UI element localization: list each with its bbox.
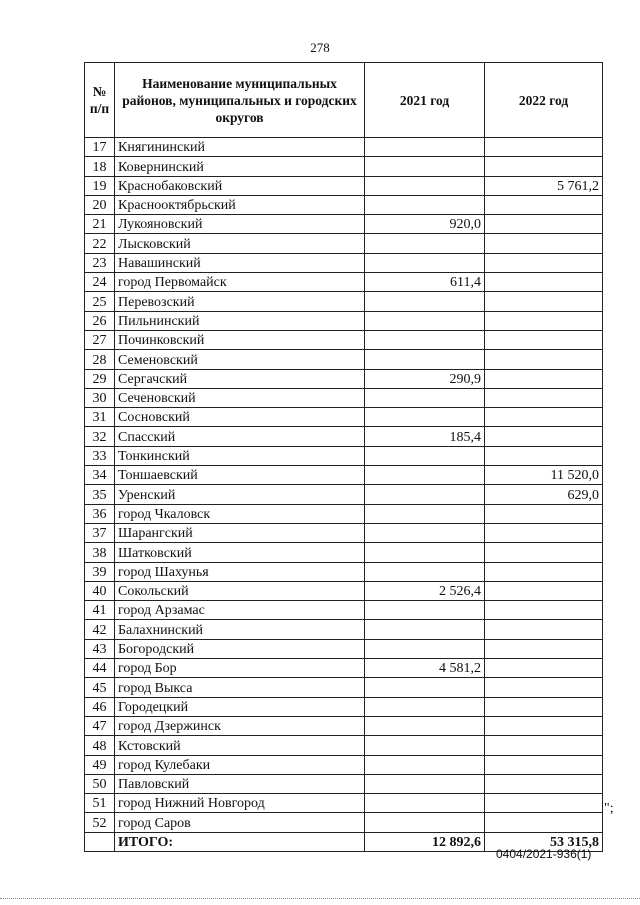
row-number: 45 — [85, 678, 115, 697]
row-value-2022 — [485, 292, 603, 311]
row-name: Сокольский — [115, 581, 365, 600]
table-row — [85, 736, 603, 755]
row-value-2022 — [485, 523, 603, 542]
row-name: город Первомайск — [115, 273, 365, 292]
row-name: Перевозский — [115, 292, 365, 311]
row-number: 32 — [85, 427, 115, 446]
page-number: 278 — [310, 40, 330, 55]
row-number: 39 — [85, 562, 115, 581]
row-number: 43 — [85, 639, 115, 658]
document-code: 0404/2021-936(1) — [496, 847, 592, 861]
table-row — [85, 311, 603, 330]
row-value-2021 — [365, 466, 485, 485]
table-row — [85, 176, 603, 195]
table-row — [85, 697, 603, 716]
row-value-2021: 611,4 — [365, 273, 485, 292]
row-value-2022 — [485, 311, 603, 330]
row-number: 37 — [85, 523, 115, 542]
row-value-2021 — [365, 138, 485, 157]
row-number: 36 — [85, 504, 115, 523]
table-row — [85, 562, 603, 581]
row-name: Шарангский — [115, 523, 365, 542]
row-value-2022 — [485, 697, 603, 716]
row-value-2022 — [485, 543, 603, 562]
row-value-2022 — [485, 350, 603, 369]
table-row — [85, 601, 603, 620]
row-value-2021 — [365, 157, 485, 176]
row-name: Уренский — [115, 485, 365, 504]
row-value-2021 — [365, 311, 485, 330]
table-row — [85, 195, 603, 214]
row-name: город Шахунья — [115, 562, 365, 581]
row-name: город Кулебаки — [115, 755, 365, 774]
row-value-2022: 5 761,2 — [485, 176, 603, 195]
row-value-2021 — [365, 292, 485, 311]
funding-table — [84, 62, 603, 852]
table-row — [85, 292, 603, 311]
row-value-2021 — [365, 543, 485, 562]
table-row — [85, 716, 603, 735]
row-value-2022 — [485, 794, 603, 813]
total-label: ИТОГО: — [115, 832, 365, 851]
row-number: 51 — [85, 794, 115, 813]
row-number: 28 — [85, 350, 115, 369]
row-value-2022 — [485, 774, 603, 793]
table-row — [85, 138, 603, 157]
row-value-2021: 920,0 — [365, 215, 485, 234]
row-value-2021 — [365, 774, 485, 793]
row-number: 41 — [85, 601, 115, 620]
table-row — [85, 794, 603, 813]
row-value-2021 — [365, 176, 485, 195]
table-row — [85, 466, 603, 485]
row-name: Краснобаковский — [115, 176, 365, 195]
row-number: 40 — [85, 581, 115, 600]
row-value-2022 — [485, 639, 603, 658]
row-value-2021 — [365, 446, 485, 465]
header-2022: 2022 год — [485, 63, 603, 138]
row-number: 31 — [85, 408, 115, 427]
header-num: № п/п — [85, 63, 115, 138]
row-value-2022 — [485, 369, 603, 388]
row-name: Сосновский — [115, 408, 365, 427]
row-value-2022 — [485, 273, 603, 292]
row-number: 35 — [85, 485, 115, 504]
table-header-row — [85, 63, 603, 138]
row-value-2022 — [485, 234, 603, 253]
table-row — [85, 408, 603, 427]
row-value-2021 — [365, 330, 485, 349]
row-name: Починковский — [115, 330, 365, 349]
row-name: Княгининский — [115, 138, 365, 157]
table-row — [85, 543, 603, 562]
row-value-2021 — [365, 601, 485, 620]
row-value-2021 — [365, 716, 485, 735]
table-row — [85, 639, 603, 658]
row-name: Шатковский — [115, 543, 365, 562]
table-row — [85, 253, 603, 272]
row-value-2021 — [365, 195, 485, 214]
row-value-2022 — [485, 446, 603, 465]
table-row — [85, 157, 603, 176]
row-value-2022 — [485, 195, 603, 214]
row-number: 20 — [85, 195, 115, 214]
row-value-2022 — [485, 408, 603, 427]
row-name: Кстовский — [115, 736, 365, 755]
table-row — [85, 427, 603, 446]
row-value-2022 — [485, 659, 603, 678]
row-name: Лысковский — [115, 234, 365, 253]
row-value-2022 — [485, 138, 603, 157]
row-value-2022 — [485, 388, 603, 407]
table-row — [85, 581, 603, 600]
row-value-2022 — [485, 330, 603, 349]
row-name: Тонкинский — [115, 446, 365, 465]
row-value-2021 — [365, 388, 485, 407]
row-name: город Дзержинск — [115, 716, 365, 735]
row-value-2021 — [365, 813, 485, 832]
closing-quote-mark: "; — [604, 801, 614, 816]
row-value-2021 — [365, 504, 485, 523]
row-number: 23 — [85, 253, 115, 272]
row-value-2021: 185,4 — [365, 427, 485, 446]
row-name: Сергачский — [115, 369, 365, 388]
row-number: 48 — [85, 736, 115, 755]
row-value-2021 — [365, 253, 485, 272]
row-number: 50 — [85, 774, 115, 793]
row-value-2021 — [365, 794, 485, 813]
row-number: 30 — [85, 388, 115, 407]
row-value-2021 — [365, 736, 485, 755]
row-value-2021 — [365, 755, 485, 774]
row-value-2022 — [485, 157, 603, 176]
row-name: Богородский — [115, 639, 365, 658]
row-value-2021 — [365, 408, 485, 427]
row-name: город Арзамас — [115, 601, 365, 620]
table-row — [85, 523, 603, 542]
table-row — [85, 678, 603, 697]
row-number: 42 — [85, 620, 115, 639]
total-2022: 53 315,8 — [485, 832, 603, 851]
row-value-2022 — [485, 813, 603, 832]
row-number: 34 — [85, 466, 115, 485]
row-name: Сеченовский — [115, 388, 365, 407]
row-name: город Чкаловск — [115, 504, 365, 523]
row-name: Павловский — [115, 774, 365, 793]
table-row — [85, 774, 603, 793]
row-value-2022 — [485, 504, 603, 523]
row-name: Тоншаевский — [115, 466, 365, 485]
total-2021: 12 892,6 — [365, 832, 485, 851]
table-row — [85, 234, 603, 253]
row-number: 29 — [85, 369, 115, 388]
table-row — [85, 350, 603, 369]
row-value-2021 — [365, 678, 485, 697]
row-value-2022 — [485, 755, 603, 774]
row-value-2021 — [365, 234, 485, 253]
row-name: город Выкса — [115, 678, 365, 697]
row-value-2022 — [485, 736, 603, 755]
row-value-2022 — [485, 601, 603, 620]
row-number: 38 — [85, 543, 115, 562]
row-value-2021 — [365, 697, 485, 716]
row-value-2021 — [365, 350, 485, 369]
row-number: 52 — [85, 813, 115, 832]
row-value-2022 — [485, 253, 603, 272]
table-row — [85, 330, 603, 349]
row-value-2021: 290,9 — [365, 369, 485, 388]
row-value-2022 — [485, 581, 603, 600]
row-number: 25 — [85, 292, 115, 311]
row-number: 18 — [85, 157, 115, 176]
header-2021: 2021 год — [365, 63, 485, 138]
table-row — [85, 813, 603, 832]
table-row — [85, 659, 603, 678]
table-row — [85, 446, 603, 465]
row-value-2021 — [365, 639, 485, 658]
row-number: 26 — [85, 311, 115, 330]
table-row — [85, 369, 603, 388]
table-row — [85, 388, 603, 407]
row-number: 44 — [85, 659, 115, 678]
row-name: Спасский — [115, 427, 365, 446]
row-name: город Бор — [115, 659, 365, 678]
row-value-2022: 629,0 — [485, 485, 603, 504]
row-value-2021 — [365, 523, 485, 542]
row-value-2021: 4 581,2 — [365, 659, 485, 678]
row-name: город Саров — [115, 813, 365, 832]
row-value-2022 — [485, 427, 603, 446]
row-name: Навашинский — [115, 253, 365, 272]
table-row — [85, 755, 603, 774]
table-row — [85, 620, 603, 639]
row-value-2021 — [365, 485, 485, 504]
row-number: 46 — [85, 697, 115, 716]
header-name: Наименование муниципальных районов, муниципальных и городских округов — [115, 63, 365, 138]
row-number: 27 — [85, 330, 115, 349]
row-value-2021 — [365, 562, 485, 581]
row-value-2022 — [485, 620, 603, 639]
row-value-2022 — [485, 215, 603, 234]
row-number: 47 — [85, 716, 115, 735]
table-row — [85, 504, 603, 523]
table-row — [85, 273, 603, 292]
row-value-2022: 11 520,0 — [485, 466, 603, 485]
row-value-2022 — [485, 716, 603, 735]
table-row — [85, 215, 603, 234]
table-row — [85, 485, 603, 504]
row-number: 49 — [85, 755, 115, 774]
row-value-2022 — [485, 562, 603, 581]
row-name: город Нижний Новгород — [115, 794, 365, 813]
row-name: Городецкий — [115, 697, 365, 716]
row-number: 21 — [85, 215, 115, 234]
row-name: Краснооктябрьский — [115, 195, 365, 214]
row-number: 22 — [85, 234, 115, 253]
row-number: 24 — [85, 273, 115, 292]
row-value-2021: 2 526,4 — [365, 581, 485, 600]
row-number: 17 — [85, 138, 115, 157]
row-value-2021 — [365, 620, 485, 639]
row-number: 33 — [85, 446, 115, 465]
row-name: Семеновский — [115, 350, 365, 369]
row-name: Лукояновский — [115, 215, 365, 234]
scan-edge-line — [0, 898, 640, 902]
row-number: 19 — [85, 176, 115, 195]
row-name: Пильнинский — [115, 311, 365, 330]
row-name: Балахнинский — [115, 620, 365, 639]
total-num-cell — [85, 832, 115, 851]
row-value-2022 — [485, 678, 603, 697]
row-name: Ковернинский — [115, 157, 365, 176]
